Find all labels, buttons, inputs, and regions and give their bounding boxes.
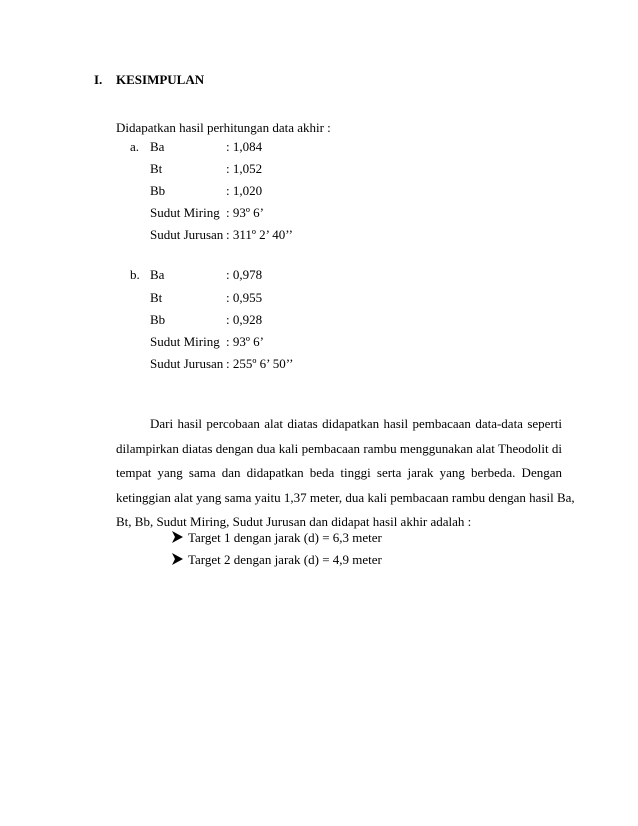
list-item [172, 530, 382, 552]
row-value: : 0,928 [226, 312, 263, 327]
row-value: : 93º 6’ [226, 205, 264, 220]
row-value: : 1,020 [226, 183, 263, 198]
section-number: I. [94, 72, 103, 87]
row-label: Bb [150, 312, 166, 327]
paragraph-line: tempat yang sama dan didapatkan beda tinggi serta jarak yang berbeda. Dengan [116, 465, 562, 480]
row-label: Bb [150, 183, 166, 198]
list-item-text: Target 2 dengan jarak (d) = 4,9 meter [188, 552, 382, 567]
row-label: Bt [150, 161, 163, 176]
row-label: Sudut Jurusan [150, 227, 224, 242]
row-label: Ba [150, 139, 165, 154]
row-value: : 93º 6’ [226, 334, 264, 349]
row-label: Sudut Miring [150, 205, 220, 220]
row-value: : 1,052 [226, 161, 263, 176]
result-list [172, 530, 382, 574]
row-label: Sudut Miring [150, 334, 220, 349]
paragraph-line: Dari hasil percobaan alat diatas didapatkan hasil pembacaan data-data seperti [150, 416, 562, 431]
row-value: : 255º 6’ 50’’ [226, 356, 294, 371]
list-marker: b. [130, 267, 140, 282]
row-value: : 1,084 [226, 139, 263, 154]
intro-text: Didapatkan hasil perhitungan data akhir : [116, 120, 331, 135]
list-marker: a. [130, 139, 140, 154]
row-label: Ba [150, 267, 165, 282]
paragraph-line: ketinggian alat yang sama yaitu 1,37 meter, dua kali pembacaan rambu dengan hasil Ba, [116, 489, 575, 505]
section-heading [94, 72, 204, 88]
section-title: KESIMPULAN [116, 72, 205, 87]
arrow-bullet-icon [172, 553, 188, 575]
paragraph-line: Bt, Bb, Sudut Miring, Sudut Jurusan dan didapat hasil akhir adalah : [116, 514, 472, 529]
arrow-bullet-icon [172, 531, 188, 553]
row-value: : 0,978 [226, 267, 263, 282]
row-label: Sudut Jurusan [150, 356, 224, 371]
paragraph-line: dilampirkan diatas dengan dua kali pembacaan rambu menggunakan alat Theodolit di [116, 440, 562, 456]
conclusion-paragraph [116, 416, 575, 539]
row-value: : 311º 2’ 40’’ [226, 227, 293, 242]
row-label: Bt [150, 290, 163, 305]
list-item-text: Target 1 dengan jarak (d) = 6,3 meter [188, 530, 382, 545]
list-item [172, 552, 382, 574]
row-value: : 0,955 [226, 290, 263, 305]
